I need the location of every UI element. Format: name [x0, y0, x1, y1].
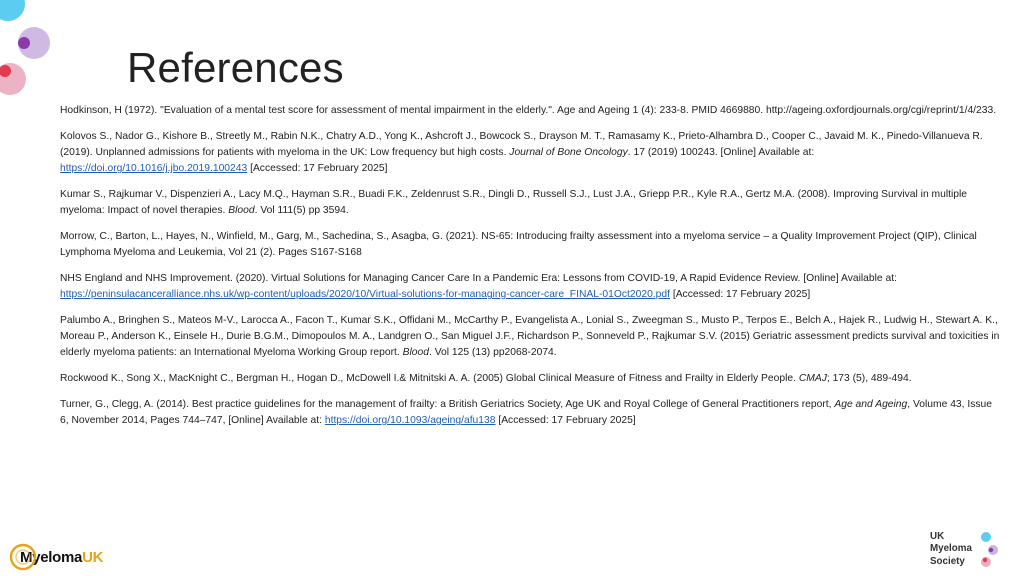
- decorative-circles: [0, 0, 60, 110]
- reference-text: ; 173 (5), 489-494.: [826, 373, 912, 385]
- logo-line: Myeloma: [930, 543, 972, 555]
- page-title: References: [127, 44, 344, 91]
- reference-item: [60, 187, 1000, 219]
- reference-accessed: [Accessed: 17 February 2025]: [669, 289, 811, 301]
- logo-brand-name: Myeloma: [20, 548, 83, 566]
- myeloma-uk-logo: [8, 540, 103, 574]
- reference-text: Kumar S., Rajkumar V., Dispenzieri A., Lacy M.Q., Hayman S.R., Buadi F.K., Zeldenrust S.R., Dingli D., Russell S.J., Lust J.A., Griepp P.R., Kyle R.A., Gertz M.A. (2008). Improving Survival in multiple myeloma: Impact of novel therapies.: [60, 189, 968, 217]
- references-list: [60, 103, 1000, 439]
- reference-journal: Age and Ageing: [834, 399, 908, 410]
- purple-dot: [18, 37, 30, 49]
- reference-link[interactable]: https://doi.org/10.1016/j.jbo.2019.100243: [60, 163, 248, 175]
- reference-link[interactable]: https://peninsulacanceralliance.nhs.uk/wp-content/uploads/2020/10/Virtual-solutions-for-managing-cancer-care_FINAL-01Oct2020.pdf: [60, 289, 670, 301]
- reference-journal: CMAJ: [798, 373, 827, 385]
- reference-item: [60, 129, 1000, 178]
- reference-accessed: [Accessed: 17 February 2025]: [495, 415, 636, 427]
- reference-item: [60, 103, 1000, 119]
- reference-text: . 17 (2019) 100243. [Online] Available at:: [627, 147, 815, 158]
- cyan-circle: [0, 0, 25, 21]
- logo-dots-icon: [980, 531, 1004, 571]
- reference-item: [60, 397, 1000, 429]
- uk-myeloma-society-logo: [930, 531, 972, 568]
- reference-item: [60, 371, 1000, 387]
- reference-link[interactable]: https://doi.org/10.1093/ageing/afu138: [324, 415, 496, 427]
- logo-line: UK: [930, 531, 945, 542]
- reference-text: NHS England and NHS Improvement. (2020). Virtual Solutions for Managing Cancer Care In a Pandemic Era: Lessons from COVID-19, A Rapid Evidence Review. [Online] Available at:: [60, 273, 897, 284]
- reference-item: [60, 271, 1000, 303]
- reference-text: . Vol 125 (13) pp2068-2074.: [428, 347, 557, 359]
- reference-text: Hodkinson, H (1972). "Evaluation of a mental test score for assessment of mental impairment in the elderly.". Age and Ageing 1 (4): 233-8. PMID 4669880. http://ageing.oxfordjournals.org/cgi/reprint/1/4/233.: [60, 105, 997, 116]
- reference-journal: Blood: [402, 347, 429, 359]
- reference-text: Morrow, C., Barton, L., Hayes, N., Winfield, M., Garg, M., Sachedina, S., Asagba, G. (2021). NS-65: Introducing frailty assessment into a myeloma service – a Quality Improvement Project (QIP), Clinical Lymphoma Myeloma and Leukemia, Vol 21 (2). Pages S167-S168: [60, 231, 977, 259]
- reference-accessed: [Accessed: 17 February 2025]: [247, 163, 388, 175]
- reference-text: Palumbo A., Bringhen S., Mateos M-V., Larocca A., Facon T., Kumar S.K., Offidani M., McCarthy P., Evangelista A., Lonial S., Zweegman S., Musto P., Terpos E., Belch A., Hajek R., Ludwig H., Stewart A. K., Moreau P., Anderson K., Einsele H., Durie B.G.M., Dimopoulos M. A., Landgren O., San Miguel J.F., Richardson P., Sonneveld P., Rajkumar S.V. (2015) Geriatric assessment predicts survival and toxicities in elderly myeloma patients: an International Myeloma Working Group report.: [60, 315, 1000, 359]
- reference-item: [60, 229, 1000, 261]
- reference-item: [60, 313, 1000, 362]
- reference-journal: Blood: [228, 205, 255, 217]
- reference-journal: Journal of Bone Oncology: [509, 147, 628, 158]
- logo-line: Society: [930, 555, 965, 567]
- logo-brand-suffix: UK: [82, 548, 104, 566]
- reference-text: Kolovos S., Nador G., Kishore B., Streetly M., Rabin N.K., Chatry A.D., Yong K., Ashcroft J., Bowcock S., Drayson M. T., Ramasamy K., Prieto-Alhambra D., Cooper C., Javaid M. K., Pinedo-Villanueva R. (2019). Unplanned admissions for patients with myeloma in the UK: Low frequency but high costs.: [60, 130, 983, 158]
- reference-text: Rockwood K., Song X., MacKnight C., Bergman H., Hogan D., McDowell I.& Mitnitski A. A. (2005) Global Clinical Measure of Fitness and Frailty in Elderly People.: [60, 373, 799, 385]
- reference-text: , Volume 43, Issue 6, November 2014, Pages 744–747, [Online] Available at:: [60, 399, 992, 427]
- reference-text: . Vol 111(5) pp 3594.: [254, 205, 349, 217]
- logo-swirl-icon: [8, 542, 38, 572]
- reference-text: Turner, G., Clegg, A. (2014). Best practice guidelines for the management of frailty: a British Geriatrics Society, Age UK and Royal College of General Practitioners report,: [60, 399, 835, 410]
